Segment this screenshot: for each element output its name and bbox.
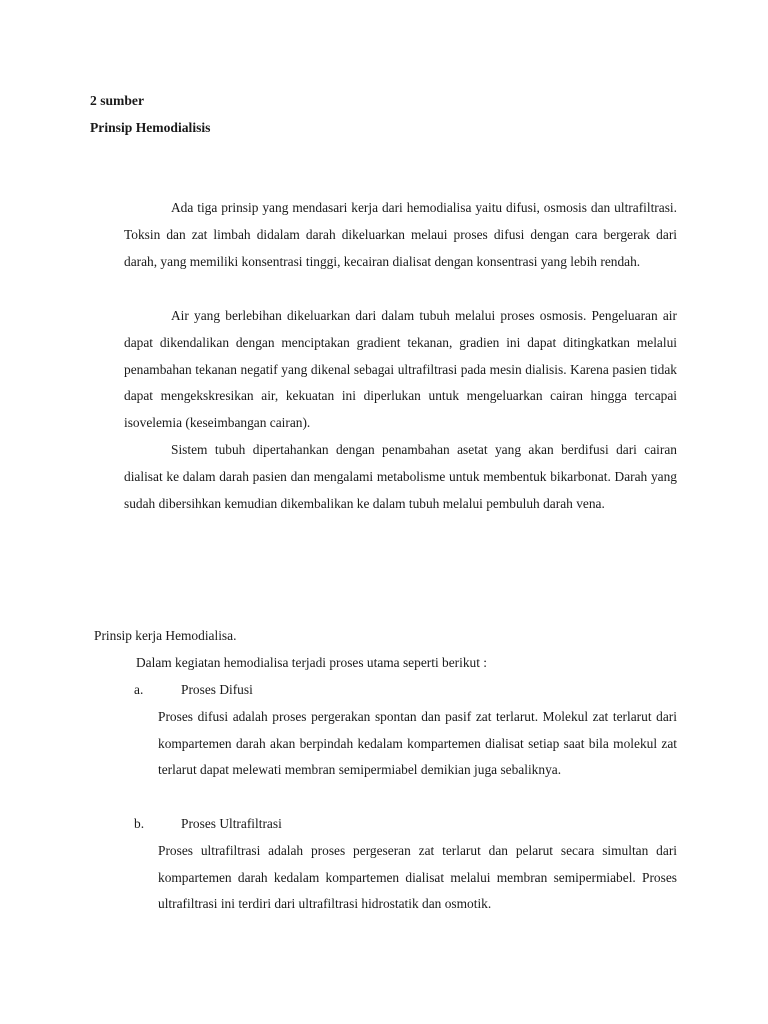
paragraph-principles: Ada tiga prinsip yang mendasari kerja dari hemodialisa yaitu difusi, osmosis dan ultrafiltrasi. Toksin dan zat limbah didalam darah dikeluarkan melaui proses difusi dengan cara bergerak dari darah, yang memiliki konsentrasi tinggi, kecairan dialisat dengan konsentrasi yang lebih rendah.	[124, 200, 677, 269]
paragraph-system: Sistem tubuh dipertahankan dengan penambahan asetat yang akan berdifusi dari cairan dialisat ke dalam darah pasien dan mengalami metabolisme untuk membentuk bikarbonat. Darah yang sudah dibersihkan kemudian dikembalikan ke dalam tubuh melalui pembuluh darah vena.	[124, 442, 677, 511]
list-marker-b: b.	[134, 816, 145, 831]
source-heading: 2 sumber	[90, 93, 144, 108]
section-title: Prinsip kerja Hemodialisa.	[94, 628, 237, 643]
list-item-body-diffusion: Proses difusi adalah proses pergerakan spontan dan pasif zat terlarut. Molekul zat terlarut dari kompartemen darah akan berpindah kedalam kompartemen dialisat setiap saat bila molekul zat terlarut dapat melewati membran semipermiabel demikian juga sebaliknya.	[158, 709, 677, 778]
list-marker-a: a.	[134, 682, 144, 697]
section-intro: Dalam kegiatan hemodialisa terjadi proses utama seperti berikut :	[136, 655, 488, 670]
page-title: Prinsip Hemodialisis	[90, 120, 211, 135]
paragraph-osmosis: Air yang berlebihan dikeluarkan dari dalam tubuh melalui proses osmosis. Pengeluaran air dapat dikendalikan dengan menciptakan gradient tekanan, gradien ini dapat ditingkatkan melalui penambahan tekanan negatif yang dikenal sebagai ultrafiltrasi pada mesin dialisis. Karena pasien tidak dapat mengekskresikan air, kekuatan ini diperlukan untuk mengeluarkan cairan hingga tercapai isovelemia (keseimbangan cairan).	[124, 308, 677, 431]
list-item-title-ultrafiltration: Proses Ultrafiltrasi	[181, 816, 282, 831]
list-item-body-ultrafiltration: Proses ultrafiltrasi adalah proses pergeseran zat terlarut dan pelarut secara simultan dari kompartemen darah kedalam kompartemen dialisat melalui membran semipermiabel. Proses ultrafiltrasi ini terdiri dari ultrafiltrasi hidrostatik dan osmotik.	[158, 843, 677, 912]
list-item-title-diffusion: Proses Difusi	[181, 682, 253, 697]
